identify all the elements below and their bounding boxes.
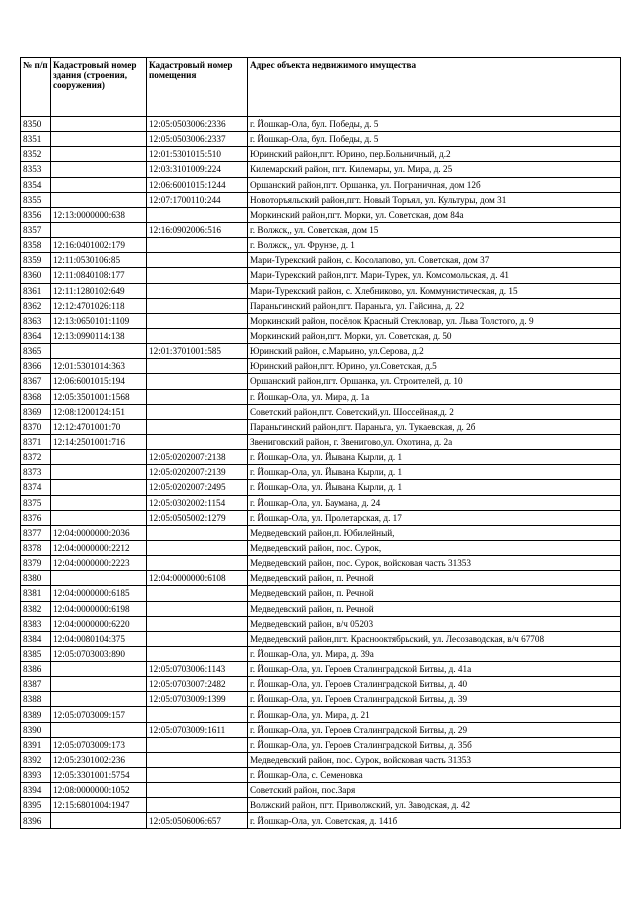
table-row: [21, 677, 621, 692]
table-row: [21, 631, 621, 646]
address-cell: Моркинский район, посёлок Красный Стекловар, ул. Льва Толстого, д. 9: [248, 313, 621, 328]
room-cadastral-cell: 12:05:0505002:1279: [147, 510, 248, 525]
header-building-cadastral: Кадастровый номер здания (строения, сооружения): [51, 58, 147, 117]
row-number-cell: 8354: [21, 177, 51, 192]
building-cadastral-cell: [51, 450, 147, 465]
room-cadastral-cell: [147, 328, 248, 343]
building-cadastral-cell: 12:16:0401002:179: [51, 238, 147, 253]
building-cadastral-cell: 12:08:0000000:1052: [51, 783, 147, 798]
address-cell: Юринский район,пгт. Юрино, ул.Советская, д.5: [248, 359, 621, 374]
room-cadastral-cell: [147, 389, 248, 404]
address-cell: г. Йошкар-Ола, бул. Победы, д. 5: [248, 132, 621, 147]
building-cadastral-cell: [51, 722, 147, 737]
table-row: [21, 601, 621, 616]
room-cadastral-cell: [147, 556, 248, 571]
table-row: [21, 813, 621, 828]
address-cell: Медведевский район, п. Речной: [248, 601, 621, 616]
address-cell: Моркинский район,пгт. Морки, ул. Советская, д. 50: [248, 328, 621, 343]
row-number-cell: 8384: [21, 631, 51, 646]
table-row: [21, 207, 621, 222]
row-number-cell: 8372: [21, 450, 51, 465]
building-cadastral-cell: 12:11:1280102:649: [51, 283, 147, 298]
room-cadastral-cell: [147, 586, 248, 601]
address-cell: Оршанский район,пгт. Оршанка, ул. Пограничная, дом 12б: [248, 177, 621, 192]
room-cadastral-cell: 12:05:0202007:2139: [147, 465, 248, 480]
room-cadastral-cell: 12:05:0202007:2138: [147, 450, 248, 465]
table-body: [21, 117, 621, 829]
row-number-cell: 8369: [21, 404, 51, 419]
room-cadastral-cell: [147, 253, 248, 268]
building-cadastral-cell: [51, 677, 147, 692]
building-cadastral-cell: [51, 465, 147, 480]
row-number-cell: 8395: [21, 798, 51, 813]
room-cadastral-cell: 12:05:0506006:657: [147, 813, 248, 828]
room-cadastral-cell: 12:04:0000000:6108: [147, 571, 248, 586]
table-row: [21, 344, 621, 359]
room-cadastral-cell: 12:05:0503006:2336: [147, 117, 248, 132]
building-cadastral-cell: 12:11:0840108:177: [51, 268, 147, 283]
table-row: [21, 132, 621, 147]
row-number-cell: 8373: [21, 465, 51, 480]
table-row: [21, 450, 621, 465]
room-cadastral-cell: [147, 540, 248, 555]
room-cadastral-cell: 12:05:0302002:1154: [147, 495, 248, 510]
table-row: [21, 722, 621, 737]
table-row: [21, 586, 621, 601]
address-cell: Советский район,пгт. Советский,ул. Шоссейная,д. 2: [248, 404, 621, 419]
row-number-cell: 8356: [21, 207, 51, 222]
row-number-cell: 8375: [21, 495, 51, 510]
room-cadastral-cell: 12:03:3101009:224: [147, 162, 248, 177]
row-number-cell: 8388: [21, 692, 51, 707]
building-cadastral-cell: 12:04:0000000:2223: [51, 556, 147, 571]
table-row: [21, 404, 621, 419]
room-cadastral-cell: [147, 737, 248, 752]
room-cadastral-cell: [147, 298, 248, 313]
table-row: [21, 374, 621, 389]
table-row: [21, 298, 621, 313]
table-row: [21, 147, 621, 162]
table-row: [21, 328, 621, 343]
row-number-cell: 8377: [21, 525, 51, 540]
row-number-cell: 8357: [21, 222, 51, 237]
table-row: [21, 313, 621, 328]
address-cell: Медведевский район, пос. Сурок, войсковая часть 31353: [248, 752, 621, 767]
row-number-cell: 8366: [21, 359, 51, 374]
row-number-cell: 8362: [21, 298, 51, 313]
address-cell: Медведевский район, пос. Сурок,: [248, 540, 621, 555]
row-number-cell: 8383: [21, 616, 51, 631]
room-cadastral-cell: 12:05:0503006:2337: [147, 132, 248, 147]
address-cell: Мари-Турекский район, с. Косолапово, ул. Советская, дом 37: [248, 253, 621, 268]
room-cadastral-cell: [147, 631, 248, 646]
address-cell: Медведевский район, п. Речной: [248, 571, 621, 586]
building-cadastral-cell: 12:13:0000000:638: [51, 207, 147, 222]
address-cell: Оршанский район,пгт. Оршанка, ул. Строителей, д. 10: [248, 374, 621, 389]
row-number-cell: 8378: [21, 540, 51, 555]
address-cell: Новоторъяльский район,пгт. Новый Торъял, ул. Культуры, дом 31: [248, 192, 621, 207]
room-cadastral-cell: [147, 434, 248, 449]
building-cadastral-cell: [51, 571, 147, 586]
row-number-cell: 8376: [21, 510, 51, 525]
header-room-cadastral: Кадастровый номер помещения: [147, 58, 248, 117]
row-number-cell: 8364: [21, 328, 51, 343]
address-cell: г. Йошкар-Ола, бул. Победы, д. 5: [248, 117, 621, 132]
row-number-cell: 8393: [21, 768, 51, 783]
address-cell: Параньгинский район,пгт. Параньга, ул. Тукаевская, д. 2б: [248, 419, 621, 434]
table-row: [21, 480, 621, 495]
room-cadastral-cell: [147, 283, 248, 298]
address-cell: Медведевский район,п. Юбилейный,: [248, 525, 621, 540]
building-cadastral-cell: 12:01:5301014:363: [51, 359, 147, 374]
room-cadastral-cell: [147, 313, 248, 328]
room-cadastral-cell: 12:01:5301015:510: [147, 147, 248, 162]
table-row: [21, 798, 621, 813]
table-row: [21, 162, 621, 177]
row-number-cell: 8359: [21, 253, 51, 268]
table-row: [21, 419, 621, 434]
address-cell: Моркинский район,пгт. Морки, ул. Советская, дом 84а: [248, 207, 621, 222]
row-number-cell: 8390: [21, 722, 51, 737]
row-number-cell: 8394: [21, 783, 51, 798]
building-cadastral-cell: [51, 813, 147, 828]
building-cadastral-cell: [51, 344, 147, 359]
table-row: [21, 253, 621, 268]
address-cell: г. Йошкар-Ола, ул. Героев Сталинградской Битвы, д. 29: [248, 722, 621, 737]
table-row: [21, 662, 621, 677]
row-number-cell: 8358: [21, 238, 51, 253]
row-number-cell: 8392: [21, 752, 51, 767]
building-cadastral-cell: 12:13:0990114:138: [51, 328, 147, 343]
row-number-cell: 8367: [21, 374, 51, 389]
table-row: [21, 117, 621, 132]
address-cell: Медведевский район, пос. Сурок, войсковая часть 31353: [248, 556, 621, 571]
room-cadastral-cell: [147, 707, 248, 722]
row-number-cell: 8380: [21, 571, 51, 586]
row-number-cell: 8351: [21, 132, 51, 147]
row-number-cell: 8391: [21, 737, 51, 752]
building-cadastral-cell: 12:12:4701026:118: [51, 298, 147, 313]
building-cadastral-cell: 12:04:0000000:6185: [51, 586, 147, 601]
address-cell: г. Йошкар-Ола, ул. Героев Сталинградской Битвы, д. 41а: [248, 662, 621, 677]
table-row: [21, 783, 621, 798]
table-header-row: [21, 58, 621, 117]
building-cadastral-cell: [51, 480, 147, 495]
table-row: [21, 571, 621, 586]
building-cadastral-cell: [51, 192, 147, 207]
address-cell: г. Йошкар-Ола, ул. Йывана Кырли, д. 1: [248, 480, 621, 495]
row-number-cell: 8352: [21, 147, 51, 162]
building-cadastral-cell: [51, 510, 147, 525]
table-row: [21, 752, 621, 767]
header-num: № п/п: [21, 58, 51, 117]
building-cadastral-cell: 12:14:2501001:716: [51, 434, 147, 449]
building-cadastral-cell: [51, 162, 147, 177]
room-cadastral-cell: [147, 798, 248, 813]
building-cadastral-cell: 12:04:0000000:6220: [51, 616, 147, 631]
building-cadastral-cell: 12:05:0703003:890: [51, 646, 147, 661]
room-cadastral-cell: [147, 783, 248, 798]
row-number-cell: 8385: [21, 646, 51, 661]
room-cadastral-cell: 12:06:6001015:1244: [147, 177, 248, 192]
table-row: [21, 238, 621, 253]
room-cadastral-cell: [147, 238, 248, 253]
table-row: [21, 646, 621, 661]
row-number-cell: 8382: [21, 601, 51, 616]
building-cadastral-cell: 12:04:0000000:6198: [51, 601, 147, 616]
row-number-cell: 8387: [21, 677, 51, 692]
address-cell: г. Волжск,, ул. Советская, дом 15: [248, 222, 621, 237]
row-number-cell: 8350: [21, 117, 51, 132]
room-cadastral-cell: [147, 525, 248, 540]
row-number-cell: 8360: [21, 268, 51, 283]
table-row: [21, 768, 621, 783]
table-row: [21, 616, 621, 631]
building-cadastral-cell: [51, 132, 147, 147]
row-number-cell: 8370: [21, 419, 51, 434]
address-cell: г. Йошкар-Ола, ул. Героев Сталинградской Битвы, д. 39: [248, 692, 621, 707]
address-cell: Мари-Турекский район,пгт. Мари-Турек, ул. Комсомольская, д. 41: [248, 268, 621, 283]
room-cadastral-cell: [147, 601, 248, 616]
address-cell: г. Йошкар-Ола, ул. Мира, д. 1а: [248, 389, 621, 404]
address-cell: г. Йошкар-Ола, ул. Советская, д. 141б: [248, 813, 621, 828]
room-cadastral-cell: [147, 752, 248, 767]
building-cadastral-cell: 12:13:0650101:1109: [51, 313, 147, 328]
room-cadastral-cell: [147, 268, 248, 283]
table-row: [21, 556, 621, 571]
address-cell: г. Йошкар-Ола, ул. Баумана, д. 24: [248, 495, 621, 510]
address-cell: г. Йошкар-Ола, ул. Йывана Кырли, д. 1: [248, 450, 621, 465]
room-cadastral-cell: 12:05:0703007:2482: [147, 677, 248, 692]
row-number-cell: 8381: [21, 586, 51, 601]
room-cadastral-cell: 12:01:3701001:585: [147, 344, 248, 359]
address-cell: г. Йошкар-Ола, ул. Пролетарская, д. 17: [248, 510, 621, 525]
room-cadastral-cell: [147, 359, 248, 374]
room-cadastral-cell: [147, 404, 248, 419]
address-cell: г. Йошкар-Ола, ул. Йывана Кырли, д. 1: [248, 465, 621, 480]
table-row: [21, 268, 621, 283]
room-cadastral-cell: 12:07:1700110:244: [147, 192, 248, 207]
address-cell: г. Волжск,, ул. Фрунзе, д. 1: [248, 238, 621, 253]
room-cadastral-cell: [147, 207, 248, 222]
row-number-cell: 8389: [21, 707, 51, 722]
row-number-cell: 8374: [21, 480, 51, 495]
building-cadastral-cell: 12:06:6001015:194: [51, 374, 147, 389]
row-number-cell: 8353: [21, 162, 51, 177]
room-cadastral-cell: [147, 768, 248, 783]
address-cell: г. Йошкар-Ола, ул. Героев Сталинградской Битвы, д. 35б: [248, 737, 621, 752]
table-row: [21, 359, 621, 374]
property-table: [20, 57, 621, 829]
building-cadastral-cell: [51, 177, 147, 192]
room-cadastral-cell: [147, 374, 248, 389]
address-cell: Медведевский район, в/ч 05203: [248, 616, 621, 631]
address-cell: г. Йошкар-Ола, ул. Мира, д. 39а: [248, 646, 621, 661]
address-cell: Юринский район, с.Марьино, ул.Серова, д.2: [248, 344, 621, 359]
building-cadastral-cell: 12:04:0080104:375: [51, 631, 147, 646]
row-number-cell: 8396: [21, 813, 51, 828]
building-cadastral-cell: [51, 117, 147, 132]
room-cadastral-cell: 12:05:0703009:1399: [147, 692, 248, 707]
table-row: [21, 389, 621, 404]
building-cadastral-cell: [51, 662, 147, 677]
building-cadastral-cell: [51, 495, 147, 510]
building-cadastral-cell: 12:05:0703009:157: [51, 707, 147, 722]
row-number-cell: 8368: [21, 389, 51, 404]
building-cadastral-cell: 12:05:0703009:173: [51, 737, 147, 752]
row-number-cell: 8363: [21, 313, 51, 328]
row-number-cell: 8355: [21, 192, 51, 207]
address-cell: Советский район, пос.Заря: [248, 783, 621, 798]
table-row: [21, 540, 621, 555]
row-number-cell: 8361: [21, 283, 51, 298]
table-row: [21, 707, 621, 722]
address-cell: Волжский район, пгт. Приволжский, ул. Заводская, д. 42: [248, 798, 621, 813]
table-row: [21, 434, 621, 449]
table-row: [21, 222, 621, 237]
building-cadastral-cell: [51, 222, 147, 237]
table-row: [21, 737, 621, 752]
table-row: [21, 525, 621, 540]
building-cadastral-cell: 12:04:0000000:2212: [51, 540, 147, 555]
address-cell: г. Йошкар-Ола, ул. Мира, д. 21: [248, 707, 621, 722]
address-cell: Звениговский район, г. Звенигово,ул. Охотина, д. 2а: [248, 434, 621, 449]
room-cadastral-cell: 12:05:0703009:1611: [147, 722, 248, 737]
address-cell: Параньгинский район,пгт. Параньга, ул. Гайсина, д. 22: [248, 298, 621, 313]
address-cell: Медведевский район, п. Речной: [248, 586, 621, 601]
address-cell: Килемарский район, пгт. Килемары, ул. Мира, д. 25: [248, 162, 621, 177]
row-number-cell: 8379: [21, 556, 51, 571]
room-cadastral-cell: [147, 419, 248, 434]
building-cadastral-cell: [51, 692, 147, 707]
row-number-cell: 8386: [21, 662, 51, 677]
room-cadastral-cell: 12:05:0703006:1143: [147, 662, 248, 677]
address-cell: Юринский район,пгт. Юрино, пер.Больничный, д.2: [248, 147, 621, 162]
building-cadastral-cell: 12:15:6801004:1947: [51, 798, 147, 813]
building-cadastral-cell: 12:05:2301002:236: [51, 752, 147, 767]
building-cadastral-cell: 12:11:0530106:85: [51, 253, 147, 268]
room-cadastral-cell: 12:16:0902006:516: [147, 222, 248, 237]
address-cell: Мари-Турекский район, с. Хлебниково, ул. Коммунистическая, д. 15: [248, 283, 621, 298]
table-row: [21, 495, 621, 510]
table-row: [21, 192, 621, 207]
building-cadastral-cell: 12:04:0000000:2036: [51, 525, 147, 540]
room-cadastral-cell: [147, 646, 248, 661]
address-cell: г. Йошкар-Ола, с. Семеновка: [248, 768, 621, 783]
building-cadastral-cell: 12:05:3501001:1568: [51, 389, 147, 404]
row-number-cell: 8365: [21, 344, 51, 359]
room-cadastral-cell: 12:05:0202007:2495: [147, 480, 248, 495]
header-address: Адрес объекта недвижимого имущества: [248, 58, 621, 117]
table-row: [21, 510, 621, 525]
address-cell: Медведевский район,пгт. Краснооктябрьский, ул. Лесозаводская, в/ч 67708: [248, 631, 621, 646]
building-cadastral-cell: 12:08:1200124:151: [51, 404, 147, 419]
table-row: [21, 692, 621, 707]
building-cadastral-cell: [51, 147, 147, 162]
building-cadastral-cell: 12:12:4701001:70: [51, 419, 147, 434]
address-cell: г. Йошкар-Ола, ул. Героев Сталинградской Битвы, д. 40: [248, 677, 621, 692]
building-cadastral-cell: 12:05:3301001:5754: [51, 768, 147, 783]
table-row: [21, 177, 621, 192]
table-row: [21, 465, 621, 480]
table-row: [21, 283, 621, 298]
room-cadastral-cell: [147, 616, 248, 631]
row-number-cell: 8371: [21, 434, 51, 449]
